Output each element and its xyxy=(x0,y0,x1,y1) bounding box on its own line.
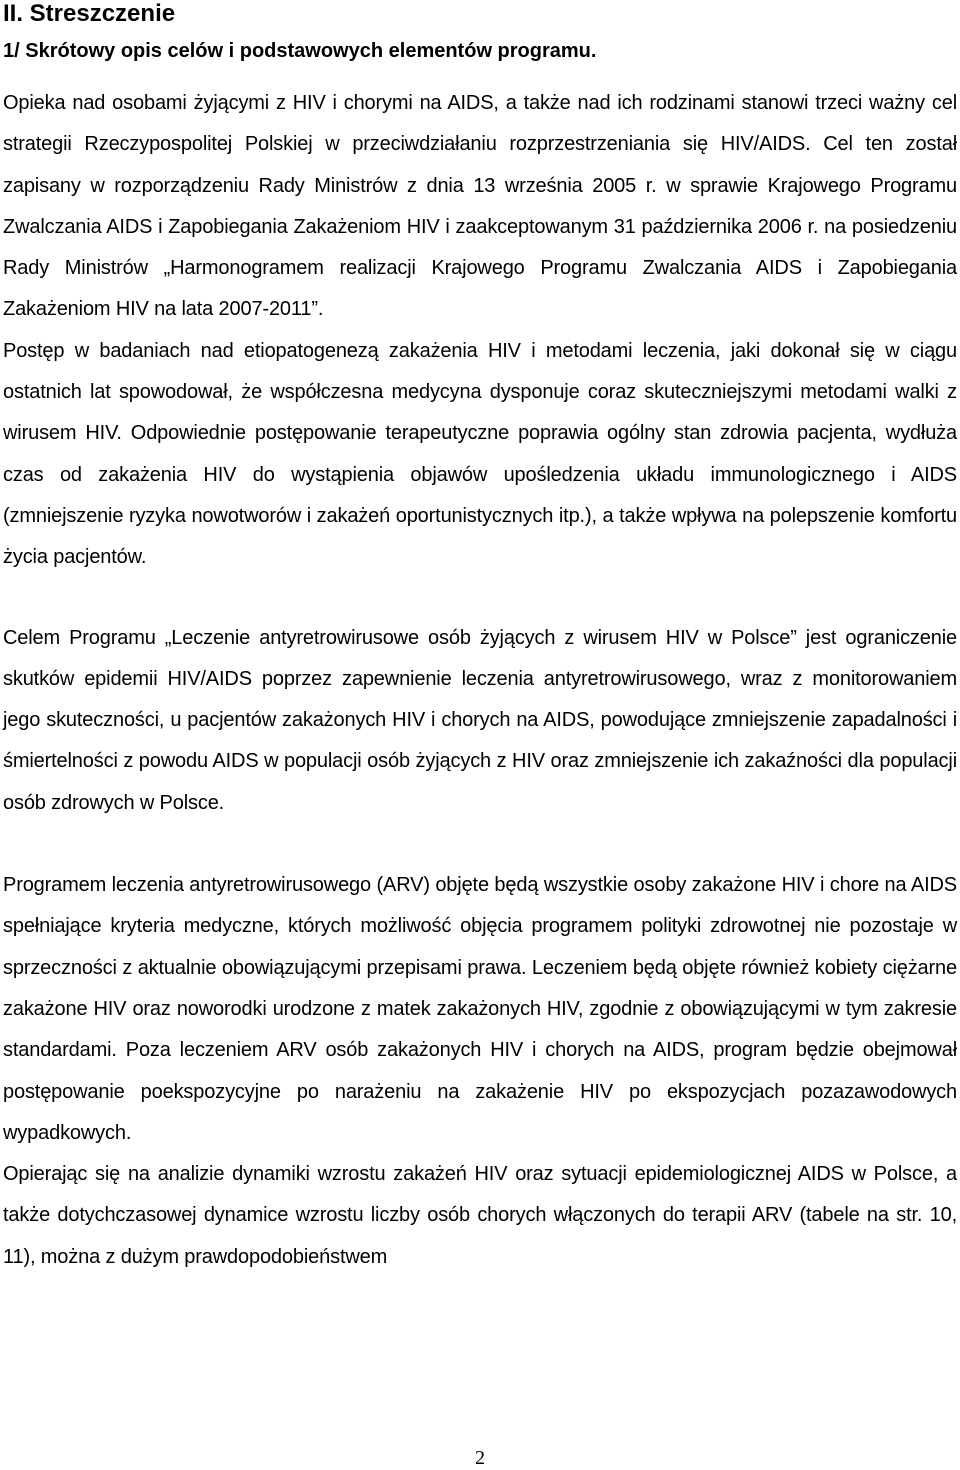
paragraph-treatment-progress: Postęp w badaniach nad etiopatogenezą zakażenia HIV i metodami leczenia, jaki dokonał się w ciągu ostatnich lat spowodował, że współczesna medycyna dysponuje coraz skuteczniejszymi metodami walki z wirusem HIV. Odpowiednie postępowanie terapeutyczne poprawia ogólny stan zdrowia pacjenta, wydłuża czas od zakażenia HIV do wystąpienia objawów upośledzenia układu immunologicznego i AIDS (zmniejszenie ryzyka nowotworów i zakażeń oportunistycznych itp.), a także wpływa na polepszenie komfortu życia pacjentów. xyxy=(3,339,957,569)
subsection-title: 1/ Skrótowy opis celów i podstawowych elementów programu. xyxy=(3,40,597,62)
page-number: 2 xyxy=(475,1447,485,1469)
document-page xyxy=(3,0,957,1278)
paragraph-hiv-strategy: Opieka nad osobami żyjącymi z HIV i chorymi na AIDS, a także nad ich rodzinami stanowi trzeci ważny cel strategii Rzeczypospolitej Polskiej w przeciwdziałaniu rozprzestrzeniania się HIV/AIDS. Cel ten został zapisany w rozporządzeniu Rady Ministrów z dnia 13 września 2005 r. w sprawie Krajowego Programu Zwalczania AIDS i Zapobiegania Zakażeniom HIV i zaakceptowanym 31 października 2006 r. na posiedzeniu Rady Ministrów „Harmonogramem realizacji Krajowego Programu Zwalczania AIDS i Zapobiegania Zakażeniom HIV na lata 2007-2011”. xyxy=(3,92,957,321)
paragraph-epidemic-analysis: Opierając się na analizie dynamiki wzrostu zakażeń HIV oraz sytuacji epidemiologicznej AIDS w Polsce, a także dotychczasowej dynamice wzrostu liczby osób chorych włączonych do terapii ARV (tabele na str. 10, 11), można z dużym prawdopodobieństwem xyxy=(3,1163,957,1268)
paragraph-program-goal: Celem Programu „Leczenie antyretrowirusowe osób żyjących z wirusem HIV w Polsce” jest ograniczenie skutków epidemii HIV/AIDS poprzez zapewnienie leczenia antyretrowirusowego, wraz z monitorowaniem jego skuteczności, u pacjentów zakażonych HIV i chorych na AIDS, powodujące zmniejszenie zapadalności i śmiertelności z powodu AIDS w populacji osób żyjących z HIV oraz zmniejszenie ich zakaźności dla populacji osób zdrowych w Polsce. xyxy=(3,626,957,814)
section-title: II. Streszczenie xyxy=(3,0,176,27)
paragraph-arv-program-scope: Programem leczenia antyretrowirusowego (ARV) objęte będą wszystkie osoby zakażone HIV i chore na AIDS spełniające kryteria medyczne, których możliwość objęcia programem polityki zdrowotnej nie pozostaje w sprzeczności z aktualnie obowiązującymi przepisami prawa. Leczeniem będą objęte również kobiety ciężarne zakażone HIV oraz noworodki urodzone z matek zakażonych HIV, zgodnie z obowiązującymi w tym zakresie standardami. Poza leczeniem ARV osób zakażonych HIV i chorych na AIDS, program będzie obejmował postępowanie poekspozycyjne po narażeniu na zakażenie HIV po ekspozycjach pozazawodowych wypadkowych. xyxy=(3,874,957,1144)
